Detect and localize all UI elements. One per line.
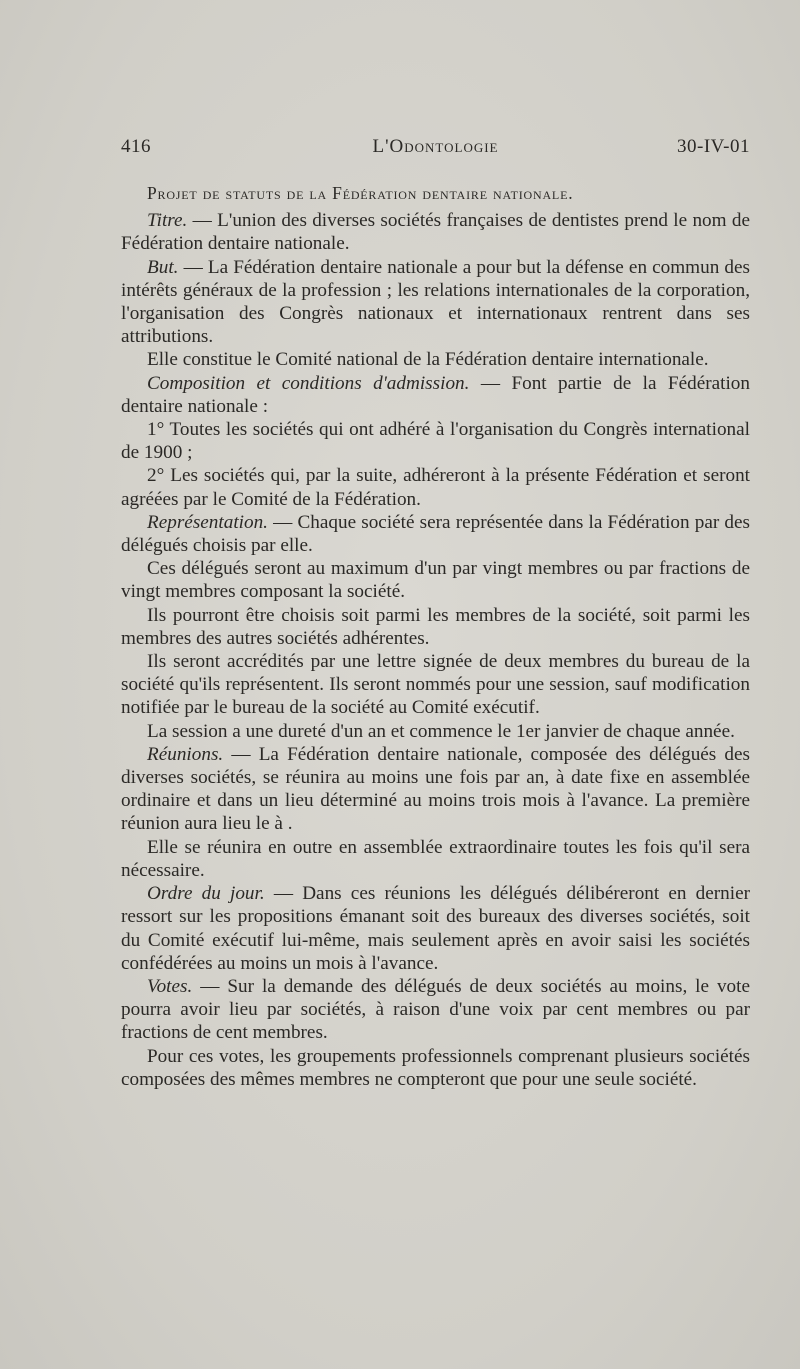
- paragraph-text: — La Fédération dentaire nationale, composée des délégués des diverses sociétés, se réunira au moins une fois par an, à date fixe en assemblée ordinaire et dans un lieu déterminé au moins trois mois à l'avance. La première réunion aura lieu le à .: [121, 743, 750, 835]
- paragraph-keyword: Titre.: [147, 210, 188, 232]
- paragraph-text: Ils seront accrédités par une lettre signée de deux membres du bureau de la société qu'ils représentent. Ils seront nommés pour une session, sauf modification notifiée par le bureau de la société au Comité exécutif.: [121, 651, 750, 719]
- paragraph: [121, 975, 750, 1045]
- paragraph: [121, 882, 750, 975]
- paragraph-text: — Chaque société sera représentée dans la Fédération par des délégués choisis par elle.: [121, 511, 750, 557]
- page-number: 416: [121, 136, 151, 157]
- paragraph-keyword: Réunions.: [147, 743, 224, 765]
- section-title: Projet de statuts de la Fédération dentaire nationale.: [147, 183, 574, 203]
- paragraph-text: — La Fédération dentaire nationale a pour but la défense en commun des intérêts généraux de la profession ; les relations internationales de la corporation, l'organisation des Congrès nationaux et internationaux rentrent dans ses attributions.: [121, 256, 750, 348]
- paragraph: [121, 418, 750, 464]
- paragraph: [121, 464, 750, 510]
- paragraph-text: — Sur la demande des délégués de deux sociétés au moins, le vote pourra avoir lieu par sociétés, à raison d'une voix par cent membres ou par fractions de cent membres.: [121, 975, 750, 1044]
- paragraph: [121, 650, 750, 720]
- paragraph: [121, 1045, 750, 1091]
- paragraph-text: — Dans ces réunions les délégués délibéreront en dernier ressort sur les propositions émanant soit des bureaux des diverses sociétés, soit du Comité exécutif lui-même, mais seulement après en avoir saisi les sociétés confédérées au moins un mois à l'avance.: [121, 883, 750, 974]
- paragraph-text: Pour ces votes, les groupements professionnels comprenant plusieurs sociétés composées des mêmes membres ne compteront que pour une seule société.: [121, 1045, 750, 1090]
- paragraph: [121, 348, 750, 371]
- paragraph: [121, 557, 750, 603]
- paragraph-text: 2° Les sociétés qui, par la suite, adhéreront à la présente Fédération et seront agréées par le Comité de la Fédération.: [121, 465, 750, 510]
- paragraph-text: Ces délégués seront au maximum d'un par vingt membres ou par fractions de vingt membres composant la société.: [121, 558, 750, 603]
- paragraph: [121, 720, 750, 743]
- paragraph-text: Elle se réunira en outre en assemblée extraordinaire toutes les fois qu'il sera nécessaire.: [121, 836, 750, 881]
- paragraph-text: 1° Toutes les sociétés qui ont adhéré à l'organisation du Congrès international de 1900 ;: [121, 419, 750, 464]
- paragraph: [121, 511, 750, 557]
- paragraph: [121, 372, 750, 418]
- paragraph: [121, 604, 750, 650]
- paragraph-text: Elle constitue le Comité national de la Fédération dentaire internationale.: [147, 349, 709, 371]
- paragraph-text: — Font partie de la Fédération dentaire nationale :: [121, 372, 750, 417]
- paragraph-text: — L'union des diverses sociétés françaises de dentistes prend le nom de Fédération dentaire nationale.: [121, 210, 750, 255]
- paragraph-keyword: But.: [147, 256, 179, 278]
- paragraph: [121, 256, 750, 349]
- paragraphs: [121, 209, 750, 1091]
- paragraph: [121, 836, 750, 882]
- journal-title: L'Odontologie: [372, 136, 499, 157]
- paragraph-keyword: Ordre du jour.: [147, 883, 265, 905]
- paragraph-keyword: Représentation.: [147, 511, 268, 533]
- paragraph-text: La session a une dureté d'un an et commence le 1er janvier de chaque année.: [147, 720, 735, 742]
- paragraph-keyword: Composition et conditions d'admission.: [147, 372, 470, 394]
- paragraph: [121, 743, 750, 836]
- issue-date: 30-IV-01: [677, 136, 750, 157]
- paragraph-text: Ils pourront être choisis soit parmi les membres de la société, soit parmi les membres des autres sociétés adhérentes.: [121, 604, 750, 649]
- running-head: [121, 136, 750, 164]
- paragraph-keyword: Votes.: [147, 975, 193, 997]
- body-text: [121, 182, 750, 1091]
- paragraph: [121, 209, 750, 255]
